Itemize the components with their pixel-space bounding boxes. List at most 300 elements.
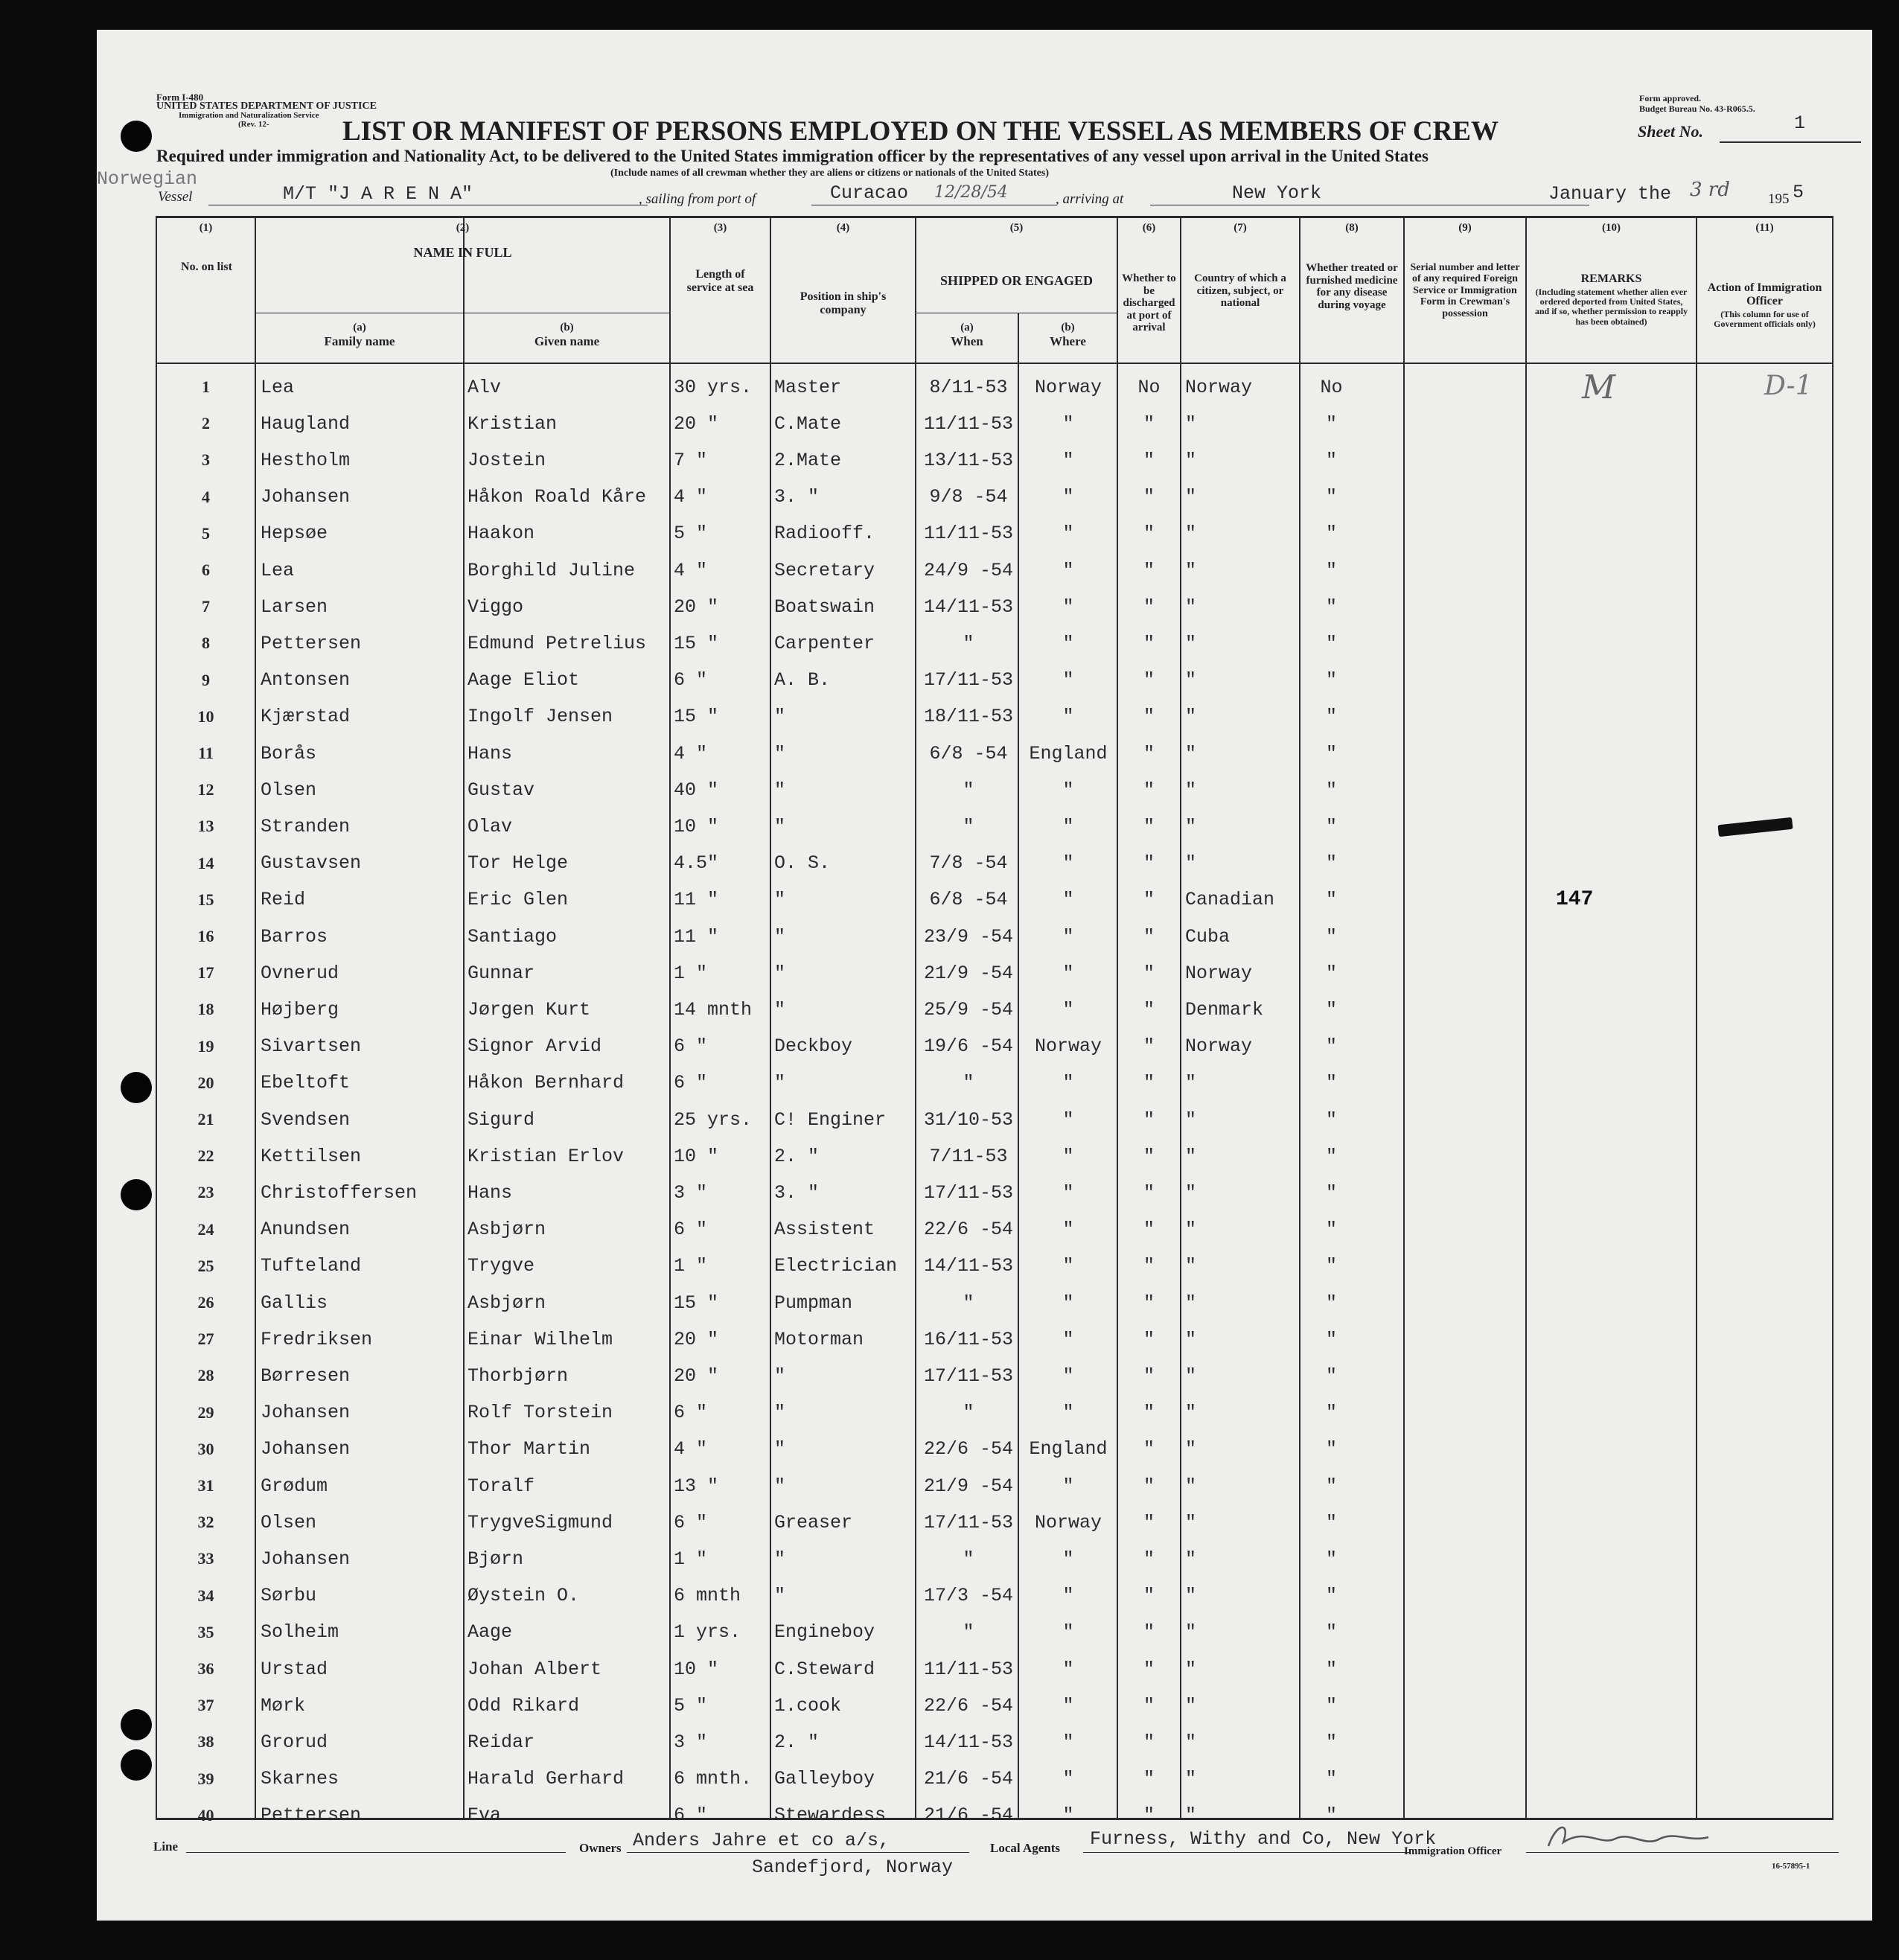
cell-no: 28 <box>197 1366 214 1385</box>
table-row <box>156 954 1833 992</box>
cell-where: " <box>1062 1694 1074 1717</box>
cell-when: 17/11-53 <box>923 1181 1014 1204</box>
cell-where: " <box>1062 1328 1074 1350</box>
cell-position: Engineboy <box>774 1621 875 1644</box>
cell-length: 11 " <box>674 889 719 911</box>
cell-when: 14/11-53 <box>923 1731 1014 1753</box>
cell-length: 4 " <box>674 1438 708 1461</box>
cell-treated: " <box>1325 998 1337 1021</box>
cell-discharged: " <box>1143 1585 1155 1607</box>
cell-no: 1 <box>202 377 210 396</box>
table-row <box>156 625 1833 662</box>
cell-country: " <box>1185 1072 1197 1094</box>
arrival-day-handwritten: 3 rd <box>1690 179 1730 201</box>
cell-treated: " <box>1325 1768 1337 1790</box>
cell-position: " <box>774 1402 786 1424</box>
header-col5-num: (5) <box>1009 222 1024 234</box>
cell-length: 25 yrs. <box>674 1108 753 1131</box>
cell-discharged: " <box>1143 1511 1155 1533</box>
cell-given: Sigurd <box>467 1108 535 1131</box>
cell-discharged: " <box>1143 1438 1155 1461</box>
cell-country: " <box>1185 852 1197 875</box>
cell-treated: " <box>1325 1108 1337 1131</box>
cell-position: " <box>774 1585 786 1607</box>
cell-no: 2 <box>202 414 210 433</box>
cell-length: 5 " <box>674 1694 708 1717</box>
cell-position: Assistent <box>774 1219 875 1241</box>
cell-where: " <box>1062 1219 1074 1241</box>
sheet-number: 1 <box>1794 112 1806 134</box>
table-row <box>156 991 1833 1028</box>
table-row <box>156 515 1833 552</box>
table-row <box>156 1504 1833 1541</box>
cell-no: 37 <box>197 1696 214 1715</box>
cell-where: " <box>1062 523 1074 545</box>
table-row <box>156 441 1833 479</box>
sailing-label: , sailing from port of <box>639 191 756 207</box>
cell-given: Gunnar <box>467 962 535 984</box>
cell-country: " <box>1185 1658 1197 1680</box>
cell-position: C! Enginer <box>774 1108 887 1131</box>
cell-length: 10 " <box>674 815 719 837</box>
cell-family: Reid <box>261 889 306 911</box>
table-row <box>156 588 1833 625</box>
cell-given: Aage Eliot <box>467 669 580 692</box>
cell-given: Asbjørn <box>467 1219 546 1241</box>
cell-family: Fredriksen <box>261 1328 373 1350</box>
cell-country: " <box>1185 1108 1197 1131</box>
cell-when: 13/11-53 <box>923 449 1014 471</box>
cell-discharged: " <box>1143 889 1155 911</box>
cell-no: 40 <box>197 1805 214 1825</box>
table-row <box>156 1761 1833 1798</box>
cell-country: " <box>1185 632 1197 654</box>
cell-length: 6 " <box>674 1072 708 1094</box>
table-row <box>156 918 1833 955</box>
cell-discharged: " <box>1143 449 1155 471</box>
cell-country: " <box>1185 523 1197 545</box>
cell-country: " <box>1185 596 1197 618</box>
vessel-label: Vessel <box>158 189 193 205</box>
cell-length: 4 " <box>674 486 708 508</box>
cell-position: O. S. <box>774 852 831 875</box>
cell-country: " <box>1185 1292 1197 1314</box>
cell-when: 14/11-53 <box>923 1255 1014 1277</box>
cell-where: " <box>1062 962 1074 984</box>
table-row <box>156 1431 1833 1468</box>
cell-country: " <box>1185 1694 1197 1717</box>
cell-position: 2.Mate <box>774 449 842 471</box>
cell-discharged: " <box>1143 1072 1155 1094</box>
cell-treated: " <box>1325 1364 1337 1387</box>
cell-discharged: " <box>1143 1181 1155 1204</box>
cell-when: 7/11-53 <box>929 1145 1008 1167</box>
cell-discharged: " <box>1143 1768 1155 1790</box>
table-row <box>156 552 1833 589</box>
table-row <box>156 698 1833 735</box>
cell-position: " <box>774 1475 786 1497</box>
cell-treated: " <box>1325 1402 1337 1424</box>
cell-no: 12 <box>197 780 214 799</box>
cell-country: " <box>1185 1328 1197 1350</box>
cell-no: 21 <box>197 1110 214 1129</box>
cell-family: Pettersen <box>261 632 362 654</box>
cell-where: " <box>1062 779 1074 801</box>
cell-length: 15 " <box>674 632 719 654</box>
vessel-nationality: Norwegian <box>97 168 198 190</box>
cell-where: " <box>1062 1145 1074 1167</box>
table-row <box>156 1174 1833 1211</box>
header-when: When <box>951 334 983 348</box>
cell-discharged: " <box>1143 1108 1155 1131</box>
header-country: Country of which a citizen, subject, or national <box>1194 272 1286 309</box>
year-suffix: 5 <box>1793 182 1804 203</box>
table-row <box>156 1614 1833 1651</box>
cell-family: Ebeltoft <box>261 1072 351 1094</box>
cell-length: 11 " <box>674 925 719 948</box>
cell-family: Ovnerud <box>261 962 339 984</box>
cell-length: 6 " <box>674 669 708 692</box>
owners-name: Anders Jahre et co a/s, <box>633 1830 890 1851</box>
print-code: 16-57895-1 <box>1772 1862 1810 1871</box>
cell-no: 33 <box>197 1549 214 1568</box>
cell-position: " <box>774 1548 786 1570</box>
cell-treated: " <box>1325 632 1337 654</box>
action-handwritten-row1: D-1 <box>1764 371 1813 401</box>
cell-no: 14 <box>197 853 214 872</box>
cell-given: Bjørn <box>467 1548 524 1570</box>
sailing-date-handwritten: 12/28/54 <box>934 183 1008 202</box>
year-prefix: 195 <box>1768 191 1790 207</box>
cell-where: " <box>1062 1621 1074 1644</box>
cell-when: 21/9 -54 <box>923 962 1014 984</box>
cell-where: " <box>1062 596 1074 618</box>
cell-given: Jørgen Kurt <box>467 998 591 1021</box>
cell-family: Grorud <box>261 1731 328 1753</box>
cell-length: 20 " <box>674 412 719 435</box>
cell-position: " <box>774 815 786 837</box>
table-row <box>156 1357 1833 1394</box>
cell-length: 20 " <box>674 1328 719 1350</box>
cell-given: Kristian Erlov <box>467 1145 625 1167</box>
cell-where: " <box>1062 1731 1074 1753</box>
cell-country: " <box>1185 1511 1197 1533</box>
table-row <box>156 1467 1833 1504</box>
cell-given: Thorbjørn <box>467 1364 569 1387</box>
cell-discharged: " <box>1143 486 1155 508</box>
cell-family: Olsen <box>261 779 317 801</box>
cell-country: Norway <box>1185 1035 1253 1058</box>
cell-family: Skarnes <box>261 1768 339 1790</box>
cell-family: Børresen <box>261 1364 351 1387</box>
cell-given: Alv <box>467 376 502 398</box>
cell-treated: " <box>1325 889 1337 911</box>
header-divider <box>156 363 1833 364</box>
cell-position: C.Steward <box>774 1658 875 1680</box>
cell-given: Einar Wilhelm <box>467 1328 613 1350</box>
cell-when: 8/11-53 <box>929 376 1008 398</box>
cell-given: Johan Albert <box>467 1658 602 1680</box>
cell-given: Ingolf Jensen <box>467 706 613 728</box>
cell-when: 21/6 -54 <box>923 1804 1014 1827</box>
include-note: (Include names of all crewman whether they are aliens or citizens or nationals of the United States) <box>610 167 1049 179</box>
punch-hole <box>121 1749 152 1781</box>
header-treated: Whether treated or furnished medicine for any disease during voyage <box>1306 262 1398 311</box>
cell-position: 2. " <box>774 1731 820 1753</box>
cell-position: " <box>774 962 786 984</box>
cell-treated: " <box>1325 1585 1337 1607</box>
cell-no: 18 <box>197 1000 214 1019</box>
cell-given: Trygve <box>467 1255 535 1277</box>
header-where: Where <box>1050 334 1086 348</box>
cell-country: " <box>1185 412 1197 435</box>
cell-treated: " <box>1325 1731 1337 1753</box>
header-no-on-list: No. on list <box>181 261 232 273</box>
agents-line <box>1083 1852 1411 1853</box>
header-when-letter: (a) <box>960 322 974 333</box>
table-row <box>156 1137 1833 1175</box>
cell-length: 20 " <box>674 1364 719 1387</box>
cell-when: 22/6 -54 <box>923 1219 1014 1241</box>
cell-no: 17 <box>197 963 214 983</box>
cell-given: Eva <box>467 1804 502 1827</box>
header-family-name: Family name <box>324 334 395 348</box>
cell-discharged: " <box>1143 1475 1155 1497</box>
cell-family: Lea <box>261 376 295 398</box>
cell-family: Kjærstad <box>261 706 351 728</box>
cell-no: 31 <box>197 1476 214 1495</box>
cell-country: " <box>1185 1585 1197 1607</box>
cell-no: 11 <box>198 744 214 762</box>
cell-given: Hans <box>467 1181 513 1204</box>
cell-family: Tufteland <box>261 1255 362 1277</box>
cell-no: 39 <box>197 1769 214 1788</box>
cell-country: " <box>1185 1731 1197 1753</box>
header-col9-num: (9) <box>1458 222 1472 234</box>
table-row <box>156 1028 1833 1065</box>
table-row <box>156 479 1833 516</box>
cell-treated: " <box>1325 1145 1337 1167</box>
cell-when: 16/11-53 <box>923 1328 1014 1350</box>
cell-length: 40 " <box>674 779 719 801</box>
cell-country: " <box>1185 1475 1197 1497</box>
cell-treated: " <box>1325 742 1337 764</box>
cell-treated: " <box>1325 1072 1337 1094</box>
table-row <box>156 1211 1833 1248</box>
cell-country: " <box>1185 706 1197 728</box>
cell-position: 1.cook <box>774 1694 842 1717</box>
sheet-label: Sheet No. <box>1638 122 1703 141</box>
form-title: LIST OR MANIFEST OF PERSONS EMPLOYED ON THE VESSEL AS MEMBERS OF CREW <box>342 116 1499 147</box>
cell-position: " <box>774 1072 786 1094</box>
form-approved: Form approved. <box>1639 93 1702 103</box>
cell-when: 7/8 -54 <box>929 852 1008 875</box>
cell-given: TrygveSigmund <box>467 1511 613 1533</box>
cell-discharged: " <box>1143 523 1155 545</box>
officer-label: Immigration Officer <box>1404 1845 1502 1857</box>
cell-country: " <box>1185 486 1197 508</box>
cell-where: " <box>1062 998 1074 1021</box>
arrival-date-prefix: January the <box>1548 183 1672 205</box>
cell-no: 10 <box>197 706 214 726</box>
service: Immigration and Naturalization Service <box>179 111 319 120</box>
cell-family: Hestholm <box>261 449 351 471</box>
cell-when: 11/11-53 <box>923 412 1014 435</box>
cell-given: Gustav <box>467 779 535 801</box>
cell-when: 11/11-53 <box>923 523 1014 545</box>
cell-country: " <box>1185 1438 1197 1461</box>
cell-when: 18/11-53 <box>923 706 1014 728</box>
cell-no: 6 <box>202 561 210 579</box>
cell-where: " <box>1062 1548 1074 1570</box>
cell-given: Signor Arvid <box>467 1035 602 1058</box>
cell-given: Øystein O. <box>467 1585 580 1607</box>
cell-when: " <box>963 1072 974 1094</box>
cell-given: Borghild Juline <box>467 559 636 581</box>
cell-family: Grødum <box>261 1475 328 1497</box>
cell-given: Haakon <box>467 523 535 545</box>
cell-treated: " <box>1325 596 1337 618</box>
cell-position: Secretary <box>774 559 875 581</box>
cell-no: 19 <box>197 1036 214 1056</box>
sailing-port: Curacao <box>830 182 909 204</box>
cell-country: Canadian <box>1185 889 1275 911</box>
cell-no: 15 <box>197 890 214 909</box>
cell-family: Højberg <box>261 998 339 1021</box>
cell-treated: " <box>1325 669 1337 692</box>
cell-discharged: " <box>1143 1364 1155 1387</box>
cell-given: Kristian <box>467 412 558 435</box>
cell-position: 2. " <box>774 1145 820 1167</box>
cell-country: " <box>1185 1181 1197 1204</box>
cell-treated: " <box>1325 1292 1337 1314</box>
cell-discharged: " <box>1143 925 1155 948</box>
table-row <box>156 1650 1833 1688</box>
cell-where: " <box>1062 1181 1074 1204</box>
cell-when: 22/6 -54 <box>923 1438 1014 1461</box>
cell-length: 1 yrs. <box>674 1621 741 1644</box>
remark-number-row15: 147 <box>1556 888 1594 911</box>
cell-country: " <box>1185 815 1197 837</box>
cell-length: 4 " <box>674 559 708 581</box>
cell-family: Gallis <box>261 1292 328 1314</box>
cell-family: Sørbu <box>261 1585 317 1607</box>
cell-given: Edmund Petrelius <box>467 632 647 654</box>
cell-position: Master <box>774 376 842 398</box>
header-remarks: REMARKS <box>1580 272 1642 285</box>
cell-no: 29 <box>197 1402 214 1422</box>
punch-hole <box>121 121 152 152</box>
header-position: Position in ship's company <box>800 290 887 316</box>
cell-where: " <box>1062 1804 1074 1827</box>
cell-discharged: " <box>1143 1328 1155 1350</box>
cell-family: Haugland <box>261 412 351 435</box>
table-row <box>156 1321 1833 1358</box>
cell-discharged: " <box>1143 779 1155 801</box>
cell-discharged: " <box>1143 1694 1155 1717</box>
cell-position: Deckboy <box>774 1035 853 1058</box>
cell-when: 14/11-53 <box>923 596 1014 618</box>
cell-when: 17/11-53 <box>923 669 1014 692</box>
cell-family: Urstad <box>261 1658 328 1680</box>
table-row <box>156 1248 1833 1285</box>
cell-when: " <box>963 1292 974 1314</box>
table-row <box>156 1284 1833 1321</box>
cell-position: Radiooff. <box>774 523 875 545</box>
cell-country: " <box>1185 1364 1197 1387</box>
cell-discharged: " <box>1143 1731 1155 1753</box>
cell-position: Stewardess <box>774 1804 887 1827</box>
cell-no: 26 <box>197 1293 214 1312</box>
cell-discharged: " <box>1143 1145 1155 1167</box>
cell-given: Håkon Roald Kåre <box>467 486 647 508</box>
cell-treated: " <box>1325 706 1337 728</box>
cell-when: 9/8 -54 <box>929 486 1008 508</box>
cell-family: Hepsøe <box>261 523 328 545</box>
cell-length: 1 " <box>674 1548 708 1570</box>
cell-position: 3. " <box>774 1181 820 1204</box>
cell-where: England <box>1029 742 1108 764</box>
cell-where: " <box>1062 1255 1074 1277</box>
owners-label: Owners <box>579 1841 622 1855</box>
cell-discharged: " <box>1143 559 1155 581</box>
cell-family: Johansen <box>261 1548 351 1570</box>
cell-when: 24/9 -54 <box>923 559 1014 581</box>
cell-country: " <box>1185 1219 1197 1241</box>
punch-hole <box>121 1709 152 1740</box>
cell-family: Johansen <box>261 486 351 508</box>
cell-given: Santiago <box>467 925 558 948</box>
cell-no: 13 <box>197 817 214 836</box>
cell-no: 32 <box>197 1513 214 1532</box>
cell-treated: " <box>1325 559 1337 581</box>
cell-where: " <box>1062 925 1074 948</box>
cell-treated: " <box>1325 449 1337 471</box>
cell-position: " <box>774 706 786 728</box>
cell-when: 11/11-53 <box>923 1658 1014 1680</box>
cell-given: Håkon Bernhard <box>467 1072 625 1094</box>
cell-discharged: No <box>1137 376 1161 398</box>
cell-discharged: " <box>1143 1658 1155 1680</box>
cell-no: 8 <box>202 633 210 653</box>
agents-label: Local Agents <box>990 1841 1060 1855</box>
cell-where: " <box>1062 815 1074 837</box>
cell-where: " <box>1062 1292 1074 1314</box>
cell-family: Barros <box>261 925 328 948</box>
cell-treated: " <box>1325 815 1337 837</box>
cell-given: Rolf Torstein <box>467 1402 613 1424</box>
header-col7-num: (7) <box>1233 222 1247 234</box>
cell-discharged: " <box>1143 1804 1155 1827</box>
header-col11-num: (11) <box>1755 222 1774 234</box>
cell-discharged: " <box>1143 1292 1155 1314</box>
cell-length: 15 " <box>674 1292 719 1314</box>
cell-when: 17/11-53 <box>923 1364 1014 1387</box>
cell-given: Hans <box>467 742 513 764</box>
cell-discharged: " <box>1143 1219 1155 1241</box>
cell-discharged: " <box>1143 1548 1155 1570</box>
cell-family: Lea <box>261 559 295 581</box>
cell-where: " <box>1062 632 1074 654</box>
header-action: Action of Immigration Officer <box>1707 281 1822 307</box>
cell-position: A. B. <box>774 669 831 692</box>
header-col4-num: (4) <box>836 222 850 234</box>
cell-family: Larsen <box>261 596 328 618</box>
header-family-letter: (a) <box>353 322 366 333</box>
cell-when: " <box>963 1548 974 1570</box>
cell-discharged: " <box>1143 742 1155 764</box>
cell-no: 5 <box>202 523 210 543</box>
